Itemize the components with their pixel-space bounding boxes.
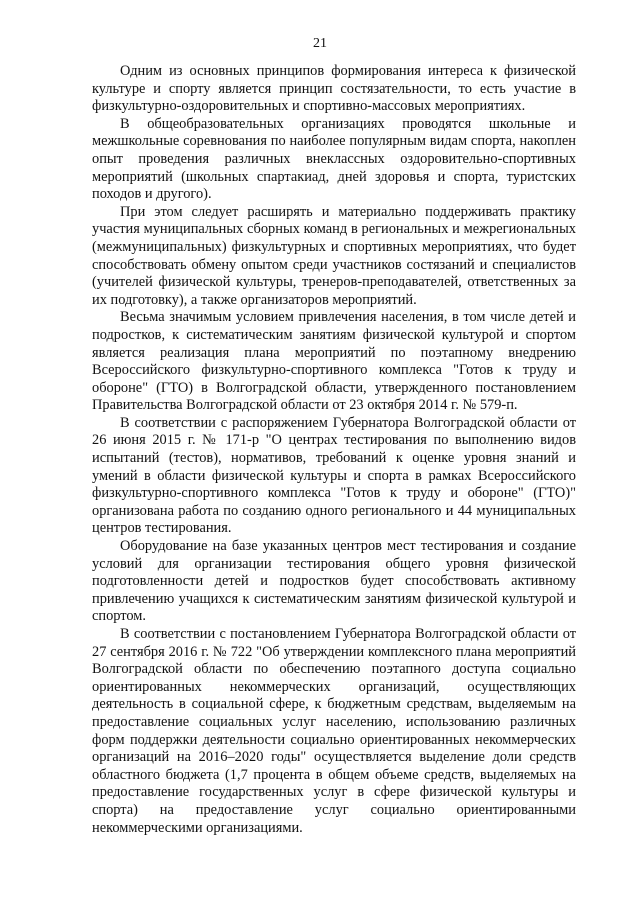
paragraph-competition-principle: Одним из основных принципов формирования интереса к физической культуре и спорту является принцип состязательности, то есть участие в физкультурно-оздоровительных и спортивно-массовых мероприятиях.: [92, 63, 576, 115]
paragraph-municipal-teams: При этом следует расширять и материально поддерживать практику участия муниципальных сборных команд в региональных и межрегиональных (межмуниципальных) физкультурных и спортивных мероприятиях, что будет способствовать обмену опытом среди участников состязаний и специалистов (учителей физической культуры, тренеров-преподавателей, ответственных за их подготовку), а также организаторов мероприятий.: [92, 203, 576, 308]
paragraph-nonprofit-funding: В соответствии с постановлением Губернатора Волгоградской области от 27 сентября 2016 г. № 722 "Об утверждении комплексного плана мероприятий Волгоградской области по обеспечению поэтапного доступа социально ориентированных некоммерческих организаций, осуществляющих деятельность в социальной сфере, к бюджетным средствам, выделяемым на предоставление социальных услуг населению, использованию различных форм поддержки деятельности социально ориентированных некоммерческих организаций на 2016–2020 годы" осуществляется выделение доли средств областного бюджета (1,7 процента в общем объеме средств, выделяемых на предоставление государственных услуг в сфере физической культуры и спорта) на предоставление услуг социально ориентированными некоммерческими организациями.: [92, 626, 576, 836]
paragraph-school-competitions: В общеобразовательных организациях проводятся школьные и межшкольные соревнования по наиболее популярным видам спорта, накоплен опыт проведения различных внеклассных оздоровительно-спортивных мероприятий (школьных спартакиад, дней здоровья и спорта, туристских походов и другого).: [92, 115, 576, 203]
paragraph-testing-equipment: Оборудование на базе указанных центров мест тестирования и создание условий для организации тестирования общего уровня физической подготовленности детей и подростков будет способствовать активному привлечению учащихся к систематическим занятиям физической культурой и спортом.: [92, 538, 576, 625]
document-body: [92, 63, 576, 837]
paragraph-testing-centers: В соответствии с распоряжением Губернатора Волгоградской области от 26 июня 2015 г. № 171-р "О центрах тестирования по выполнению видов испытаний (тестов), нормативов, требований к оценке уровня знаний и умений в области физической культуры и спорта в рамках Всероссийского физкультурно-спортивного комплекса "Готов к труду и обороне" (ГТО)" организована работа по созданию одного регионального и 44 муниципальных центров тестирования.: [92, 414, 576, 537]
page-number: 21: [313, 36, 327, 51]
paragraph-gto-plan: Весьма значимым условием привлечения населения, в том числе детей и подростков, к систематическим занятиям физической культурой и спортом является реализация плана мероприятий по поэтапному внедрению Всероссийского физкультурно-спортивного комплекса "Готов к труду и обороне" (ГТО) в Волгоградской области, утвержденного постановлением Правительства Волгоградской области от 23 октября 2014 г. № 579-п.: [92, 309, 576, 414]
